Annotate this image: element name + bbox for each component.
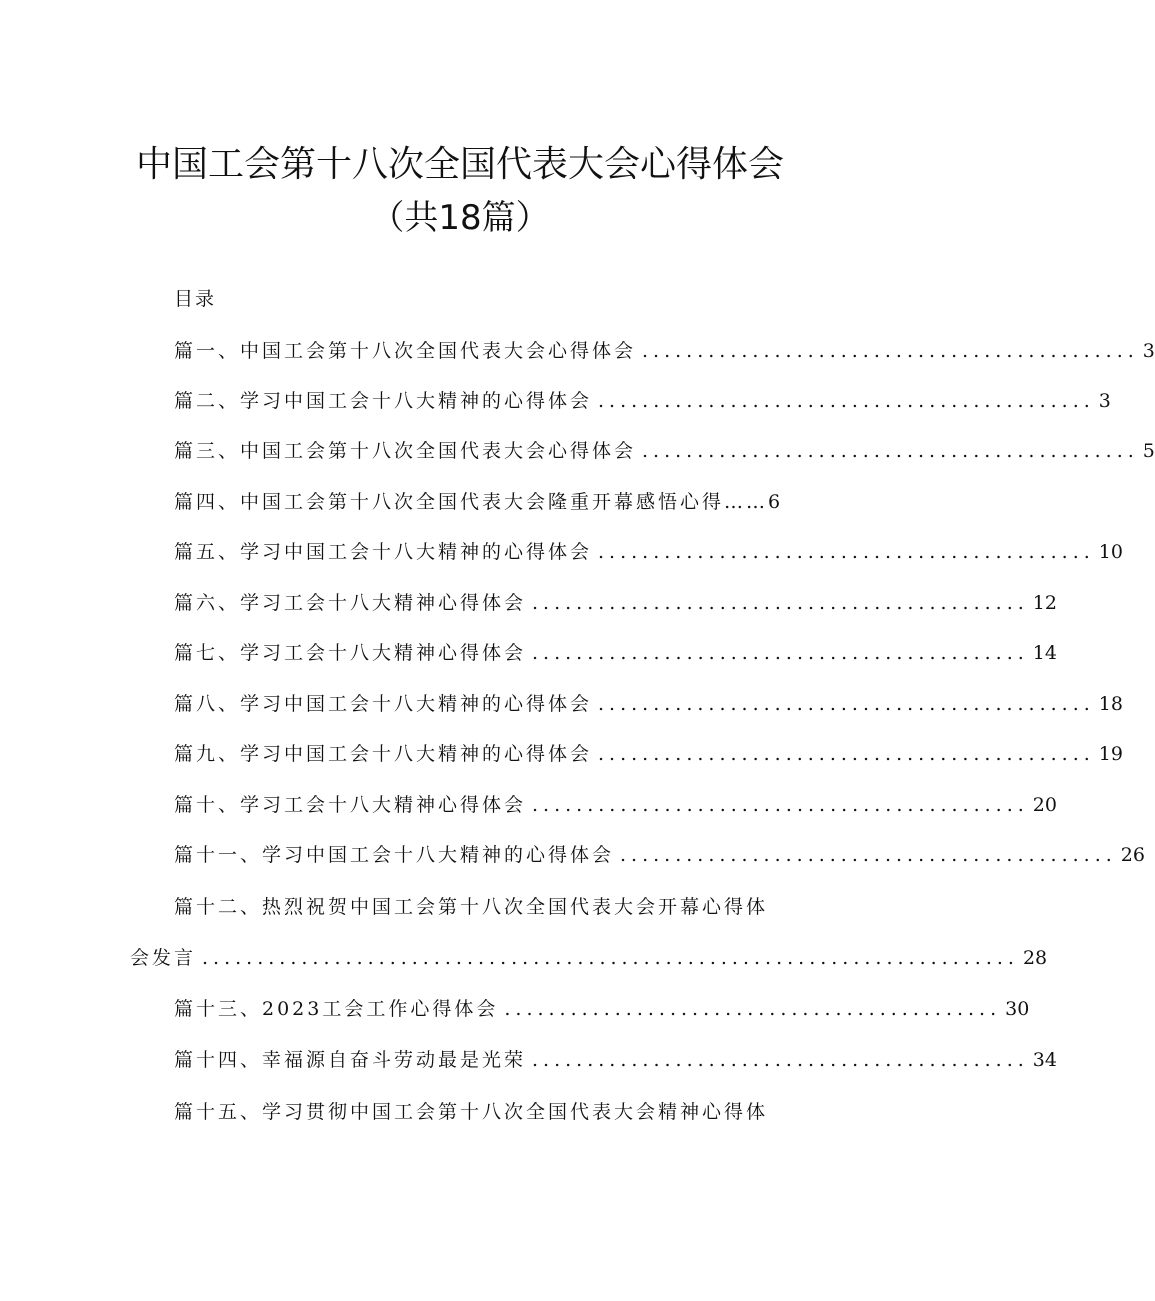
toc-entry-page: 18 [1098,693,1123,715]
toc-entry-label: 篇七、学习工会十八大精神心得体会 [174,642,527,664]
document-subtitle: （共18篇） [370,198,550,238]
toc-leader: ............................................. [620,844,1117,866]
toc-leader: ............................................. [598,743,1095,765]
toc-entry-1[interactable] [174,336,1155,362]
toc-entry-page: 14 [1032,642,1057,664]
toc-entry-7[interactable] [174,638,1057,664]
toc-leader: ............................................. [598,693,1095,715]
toc-leader: .......................................................................... [202,947,1019,969]
toc-entry-13[interactable] [174,994,1030,1020]
toc-entry-page: 5 [1142,440,1155,462]
toc-entry-label: 篇十三、2023工会工作心得体会 [174,998,499,1020]
toc-entry-page: 19 [1098,743,1123,765]
toc-leader: ............................................. [532,794,1029,816]
toc-entry-label: 篇十一、学习中国工会十八大精神的心得体会 [174,844,615,866]
toc-leader: ............................................. [642,340,1139,362]
toc-entry-11[interactable] [174,840,1145,866]
toc-leader: ............................................. [598,390,1095,412]
toc-entry-page: 3 [1098,390,1111,412]
toc-entry-label: 篇十四、幸福源自奋斗劳动最是光荣 [174,1049,527,1071]
toc-leader: ............................................. [532,642,1029,664]
toc-entry-4[interactable] [174,487,784,513]
toc-entry-10[interactable] [174,790,1057,816]
toc-entry-label: 篇九、学习中国工会十八大精神的心得体会 [174,743,593,765]
toc-entry-page: 26 [1120,844,1145,866]
toc-entry-page: 34 [1032,1049,1057,1071]
toc-entry-label: 篇三、中国工会第十八次全国代表大会心得体会 [174,440,637,462]
toc-entry-label: 篇一、中国工会第十八次全国代表大会心得体会 [174,340,637,362]
toc-entry-6[interactable] [174,588,1057,614]
toc-entry-12[interactable] [174,892,769,918]
toc-entry-5[interactable] [174,537,1123,563]
toc-entry-label: 篇十五、学习贯彻中国工会第十八次全国代表大会精神心得体 [174,1101,769,1123]
toc-entry-label: 会发言 [130,947,197,969]
toc-entry-15[interactable] [174,1097,769,1123]
toc-entry-page: 30 [1005,998,1030,1020]
toc-entry-12-continued[interactable] [130,943,1048,969]
toc-leader: ............................................. [532,1049,1029,1071]
toc-entry-page: 20 [1032,794,1057,816]
toc-entry-page: 28 [1022,947,1048,969]
toc-leader: ............................................. [532,592,1029,614]
toc-entry-label: 篇四、中国工会第十八次全国代表大会隆重开幕感悟心得……6 [174,491,784,513]
toc-leader: ............................................. [504,998,1002,1020]
toc-entry-3[interactable] [174,436,1155,462]
toc-entry-label: 篇八、学习中国工会十八大精神的心得体会 [174,693,593,715]
toc-entry-page: 12 [1032,592,1057,614]
toc-entry-9[interactable] [174,739,1123,765]
toc-entry-8[interactable] [174,689,1123,715]
toc-entry-2[interactable] [174,386,1111,412]
toc-entry-label: 篇二、学习中国工会十八大精神的心得体会 [174,390,593,412]
toc-entry-label: 篇六、学习工会十八大精神心得体会 [174,592,527,614]
document-title: 中国工会第十八次全国代表大会心得体会 [135,144,784,185]
toc-entry-label: 篇五、学习中国工会十八大精神的心得体会 [174,541,593,563]
toc-entry-page: 10 [1098,541,1123,563]
toc-leader: ............................................. [642,440,1139,462]
toc-entry-label: 篇十二、热烈祝贺中国工会第十八次全国代表大会开幕心得体 [174,896,769,918]
toc-leader: ............................................. [598,541,1095,563]
toc-heading: 目录 [174,288,217,310]
toc-entry-14[interactable] [174,1045,1057,1071]
toc-entry-label: 篇十、学习工会十八大精神心得体会 [174,794,527,816]
toc-entry-page: 3 [1142,340,1155,362]
